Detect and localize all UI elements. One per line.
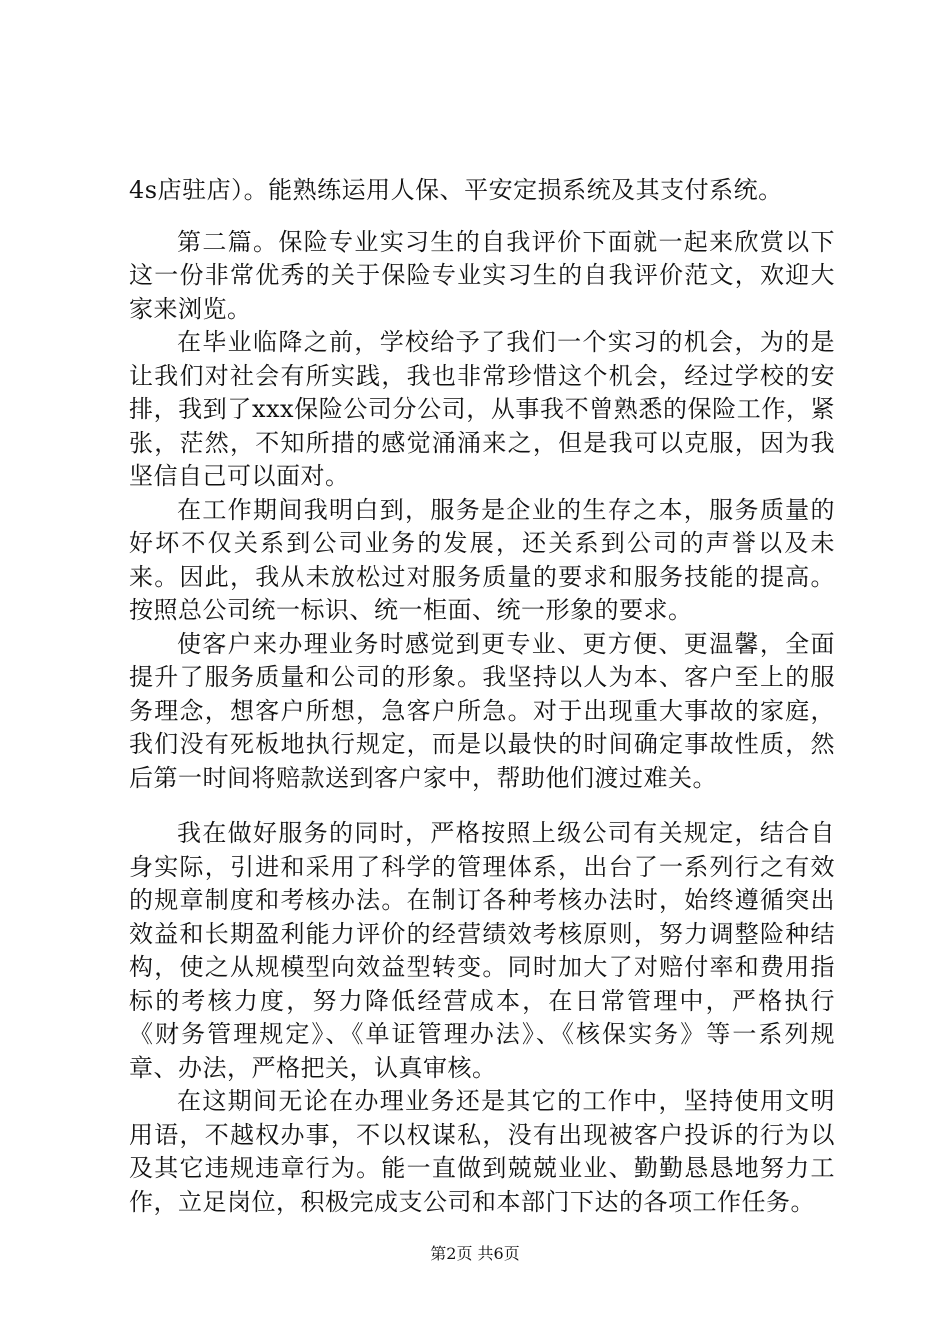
paragraph-spacer <box>129 208 835 226</box>
paragraph-internship: 在毕业临降之前，学校给予了我们一个实习的机会，为的是让我们对社会有所实践，我也非常珍惜这个机会，经过学校的安排，我到了xxx保险公司分公司，从事我不曾熟悉的保险工作，紧张，茫然，不知所措的感觉涌涌来之，但是我可以克服，因为我坚信自己可以面对。 <box>129 328 835 490</box>
paragraph-service: 在工作期间我明白到，服务是企业的生存之本，服务质量的好坏不仅关系到公司业务的发展，还关系到公司的声誉以及未来。因此，我从未放松过对服务质量的要求和服务技能的提高。按照总公司统一标识、统一柜面、统一形象的要求。 <box>129 495 835 624</box>
page-number-footer: 第2页 共6页 <box>430 1244 520 1263</box>
document-body <box>129 174 835 1219</box>
paragraph-customer: 使客户来办理业务时感觉到更专业、更方便、更温馨，全面提升了服务质量和公司的形象。我坚持以人为本、客户至上的服务理念，想客户所想，急客户所急。对于出现重大事故的家庭，我们没有死板地执行规定，而是以最快的时间确定事故性质，然后第一时间将赔款送到客户家中，帮助他们渡过难关。 <box>129 629 835 792</box>
paragraph-spacer <box>129 795 835 817</box>
paragraph-conduct: 在这期间无论在办理业务还是其它的工作中，坚持使用文明用语，不越权办事，不以权谋私，没有出现被客户投诉的行为以及其它违规违章行为。能一直做到兢兢业业、勤勤恳恳地努力工作，立足岗位，积极完成支公司和本部门下达的各项工作任务。 <box>129 1087 835 1216</box>
paragraph-management: 我在做好服务的同时，严格按照上级公司有关规定，结合自身实际，引进和采用了科学的管理体系，出台了一系列行之有效的规章制度和考核办法。在制订各种考核办法时，始终遵循突出效益和长期盈利能力评价的经营绩效考核原则，努力调整险种结构，使之从规模型向效益型转变。同时加大了对赔付率和费用指标的考核力度，努力降低经营成本，在日常管理中，严格执行《财务管理规定》、《单证管理办法》、《核保实务》等一系列规章、办法，严格把关，认真审核。 <box>129 819 835 1082</box>
paragraph-intro: 第二篇。保险专业实习生的自我评价下面就一起来欣赏以下这一份非常优秀的关于保险专业实习生的自我评价范文，欢迎大家来浏览。 <box>129 227 835 323</box>
paragraph-continuation: 4s店驻店）。能熟练运用人保、平安定损系统及其支付系统。 <box>129 176 783 204</box>
